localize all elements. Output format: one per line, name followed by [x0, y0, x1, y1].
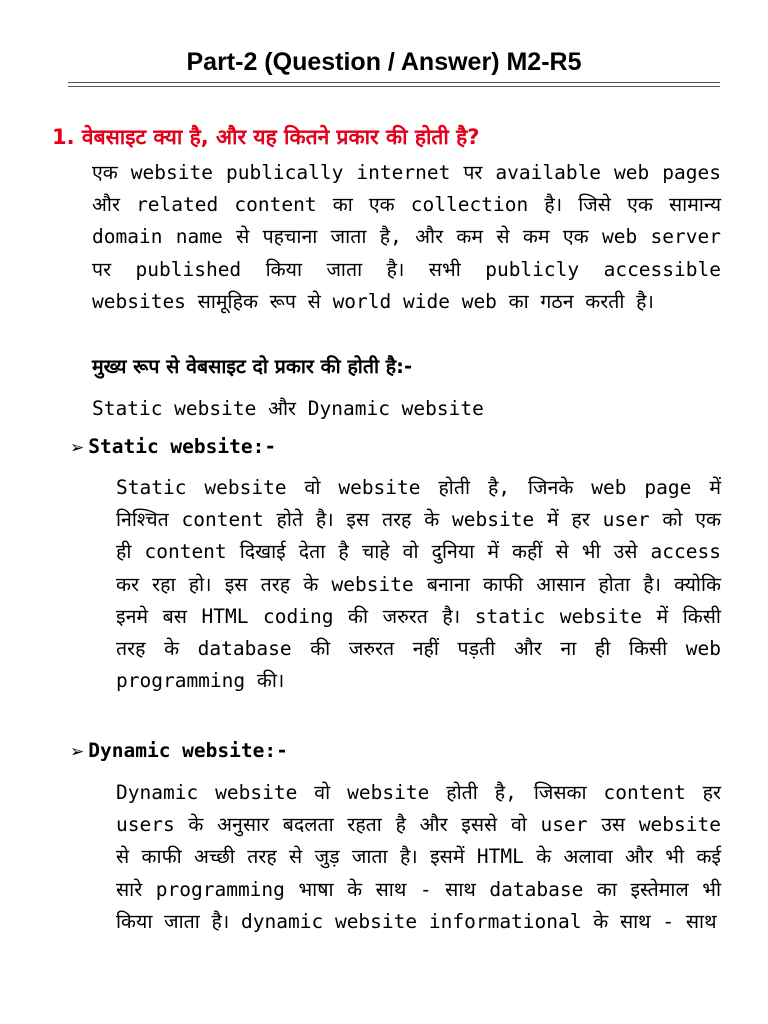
- bullet-arrow-icon: ➢: [70, 438, 85, 458]
- intro-paragraph: एक website publically internet पर available web pages और related content का एक collection है। जिसे एक सामान्य domain name से पहचाना जाता है, और कम से कम एक web server पर published किया जाता है। सभी publicly accessible websites सामूहिक रूप से world wide web का गठन करती है।: [92, 161, 721, 313]
- static-website-bullet: [70, 432, 276, 463]
- page-title: Part-2 (Question / Answer) M2-R5: [186, 48, 582, 76]
- website-types-line: Static website और Dynamic website: [92, 397, 484, 420]
- question-heading: 1. वेबसाइट क्या है, और यह कितने प्रकार की होती है?: [52, 125, 480, 149]
- dynamic-website-bullet: [70, 736, 288, 767]
- static-website-heading: Static website:-: [88, 435, 277, 458]
- title-underline-top: [68, 82, 720, 83]
- title-underline-bottom: [68, 86, 720, 87]
- bullet-arrow-icon: ➢: [70, 742, 85, 762]
- website-types-heading: मुख्य रूप से वेबसाइट दो प्रकार की होती है:-: [92, 355, 413, 378]
- dynamic-website-paragraph: Dynamic website वो website होती है, जिसका content हर users के अनुसार बदलता रहता है और इससे वो user उस website से काफी अच्छी तरह से जुड़ जाता है। इसमें HTML के अलावा और भी कई सारे programming भाषा के साथ - साथ database का इस्तेमाल भी किया जाता है। dynamic website informational के साथ - साथ: [116, 781, 721, 933]
- static-website-paragraph: Static website वो website होती है, जिनके web page में निश्चित content होते है। इस तरह के website में हर user को एक ही content दिखाई देता है चाहे वो दुनिया में कहीं से भी उसे access कर रहा हो। इस तरह के website बनाना काफी आसान होता है। क्योकि इनमे बस HTML coding की जरुरत है। static website में किसी तरह के database की जरुरत नहीं पड़ती और ना ही किसी web programming की।: [116, 476, 721, 693]
- dynamic-website-heading: Dynamic website:-: [88, 739, 288, 762]
